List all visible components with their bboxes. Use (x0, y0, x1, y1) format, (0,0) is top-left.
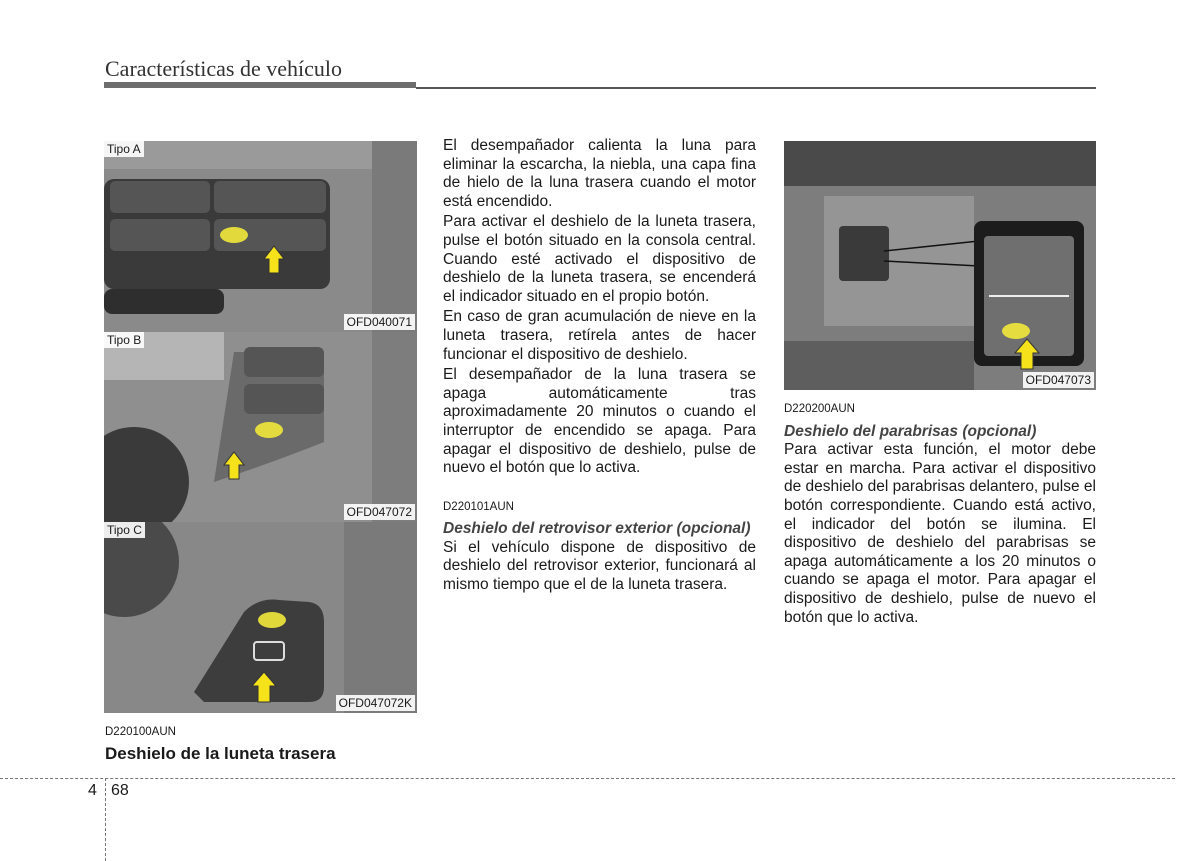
subheading: Deshielo del parabrisas (opcional) (784, 422, 1037, 440)
section-code: D220100AUN (105, 726, 176, 738)
footer-rule (0, 778, 1175, 779)
chapter-number: 4 (88, 782, 97, 799)
photo-label: Tipo C (104, 522, 145, 538)
photo-tipo-a (104, 141, 417, 332)
paragraph: Para activar el deshielo de la luneta trasera, pulse el botón situado en la consola central. Cuando esté activado el dispositivo de deshielo de la luneta trasera, se encenderá el indicador situado en el propio botón. (443, 213, 756, 305)
paragraph: El desempañador de la luna trasera se apaga automáticamente tras aproximadamente 20 minutos o cuando el interruptor de encendido se apaga. Para apagar el dispositivo de deshielo, pulse de nuevo el botón que lo activa. (443, 366, 756, 477)
photo-code: OFD040071 (344, 314, 415, 330)
section-code: D220101AUN (443, 500, 514, 513)
section-code: D220200AUN (784, 403, 855, 415)
subheading: Deshielo del retrovisor exterior (opcional) (443, 520, 751, 538)
photo-code: OFD047072 (344, 504, 415, 520)
page-number: 68 (111, 782, 129, 799)
photo-windshield-deicer (784, 141, 1096, 390)
photo-label: Tipo A (104, 141, 144, 157)
photo-tipo-c (104, 522, 417, 713)
photo-code: OFD047073 (1023, 372, 1094, 388)
photo-label: Tipo B (104, 332, 144, 348)
photo-tipo-b (104, 332, 417, 522)
right-column (784, 400, 1096, 629)
paragraph: Para activar esta función, el motor debe estar en marcha. Para activar el dispositivo de deshielo del parabrisas delantero, pulse el botón correspondiente. Cuando está activo, el indicador del botón se ilumina. El dispositivo de deshielo del parabrisas se apaga automáticamente a los 20 minutos o cuando se apaga el motor. Para apagar el dispositivo de deshielo, pulse de nuevo el botón que lo activa. (784, 441, 1096, 626)
middle-column (443, 137, 756, 597)
paragraph: Si el vehículo dispone de dispositivo de deshielo del retrovisor exterior, funcionará al mismo tiempo que el de la luneta trasera. (443, 538, 756, 594)
header-rule-thin (416, 87, 1096, 89)
photo-code: OFD047072K (336, 695, 415, 711)
paragraph: El desempañador calienta la luna para eliminar la escarcha, la niebla, una capa fina de hielo de la luna trasera cuando el motor está encendido. (443, 137, 756, 210)
header-title: Características de vehículo (105, 56, 343, 81)
header-rule (104, 82, 416, 88)
section-heading: Deshielo de la luneta trasera (105, 744, 336, 763)
footer-divider (105, 778, 106, 861)
paragraph: En caso de gran acumulación de nieve en la luneta trasera, retírela antes de hacer funcionar el dispositivo de deshielo. (443, 308, 756, 363)
